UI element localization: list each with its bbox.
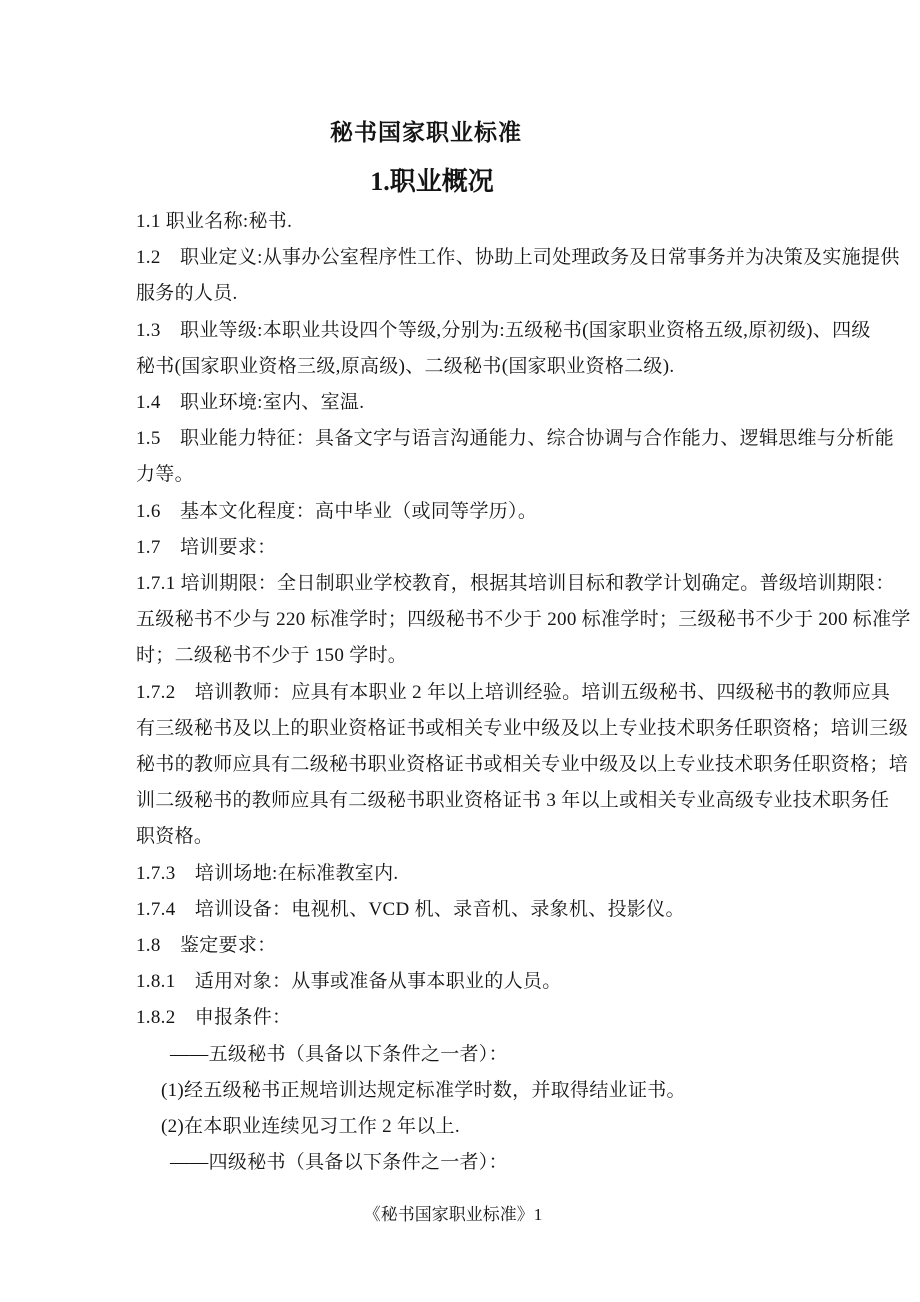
doc-line: 1.8.1 适用对象：从事或准备从事本职业的人员。 — [136, 971, 562, 993]
section-heading: 1.职业概况 — [370, 167, 494, 196]
doc-line: 1.7.3 培训场地:在标准教室内. — [136, 862, 399, 884]
doc-line: 1.2 职业定义:从事办公室程序性工作、协助上司处理政务及日常事务并为决策及实施提供 — [136, 247, 900, 269]
doc-line: 1.7.2 培训教师：应具有本职业 2 年以上培训经验。培训五级秘书、四级秘书的教师应具 — [136, 681, 891, 703]
doc-line: 力等。 — [136, 464, 194, 486]
doc-line: 1.4 职业环境:室内、室温. — [136, 392, 365, 414]
doc-line-numbered-item: (1)经五级秘书正规培训达规定标准学时数，并取得结业证书。 — [161, 1079, 686, 1101]
doc-line-dash-item: ——五级秘书（具备以下条件之一者）： — [170, 1043, 508, 1065]
doc-line-dash-item: ——四级秘书（具备以下条件之一者）： — [170, 1152, 508, 1174]
doc-line: 1.7.1 培训期限：全日制职业学校教育，根据其培训目标和教学计划确定。普级培训期限： — [136, 573, 895, 595]
doc-line: 训二级秘书的教师应具有二级秘书职业资格证书 3 年以上或相关专业高级专业技术职务任 — [136, 790, 890, 812]
doc-line: 1.7.4 培训设备：电视机、VCD 机、录音机、录象机、投影仪。 — [136, 898, 685, 920]
doc-line: 1.8 鉴定要求： — [136, 935, 277, 957]
doc-line: 服务的人员. — [136, 283, 238, 305]
doc-line: 时；二级秘书不少于 150 学时。 — [136, 645, 408, 667]
doc-line: 职资格。 — [136, 826, 214, 848]
doc-line: 1.5 职业能力特征：具备文字与语言沟通能力、综合协调与合作能力、逻辑思维与分析能 — [136, 428, 895, 450]
doc-line: 1.3 职业等级:本职业共设四个等级,分别为:五级秘书(国家职业资格五级,原初级)、四级 — [136, 319, 871, 341]
doc-line: 1.1 职业名称:秘书. — [136, 211, 293, 232]
page-footer: 《秘书国家职业标准》1 — [363, 1205, 543, 1224]
doc-line: 五级秘书不少与 220 标准学时；四级秘书不少于 200 标准学时；三级秘书不少于 200 标准学 — [136, 609, 911, 631]
doc-line-numbered-item: (2)在本职业连续见习工作 2 年以上. — [161, 1116, 460, 1138]
document-body — [136, 204, 911, 1181]
document-title: 秘书国家职业标准 — [330, 120, 522, 145]
doc-line: 1.6 基本文化程度：高中毕业（或同等学历）。 — [136, 500, 538, 522]
doc-line: 秘书的教师应具有二级秘书职业资格证书或相关专业中级及以上专业技术职务任职资格；培 — [136, 754, 909, 776]
doc-line: 1.7 培训要求： — [136, 536, 277, 558]
doc-line: 1.8.2 申报条件： — [136, 1007, 292, 1029]
doc-line: 秘书(国家职业资格三级,原高级)、二级秘书(国家职业资格二级). — [136, 355, 675, 377]
doc-line: 有三级秘书及以上的职业资格证书或相关专业中级及以上专业技术职务任职资格；培训三级 — [136, 717, 909, 739]
